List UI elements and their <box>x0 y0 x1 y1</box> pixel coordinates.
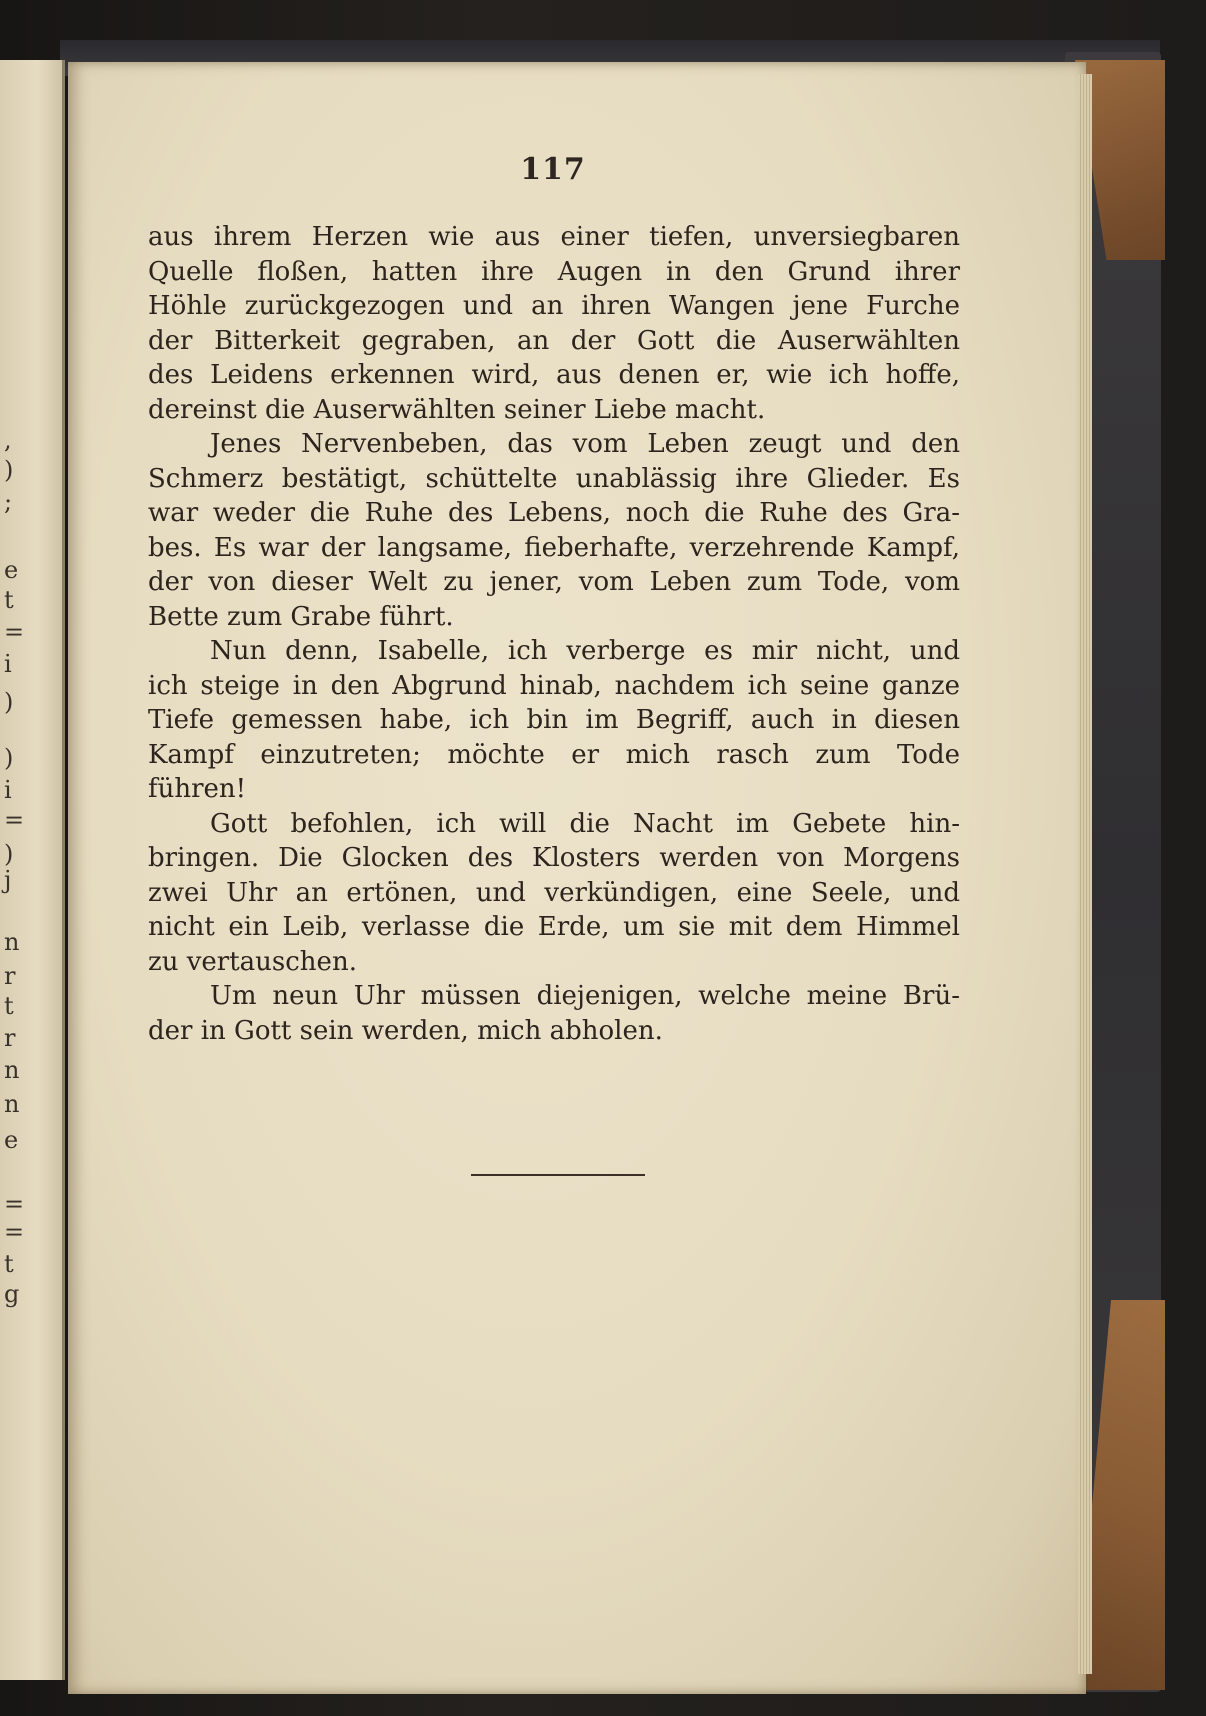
text-line: aus ihrem Herzen wie aus einer tiefen, unversiegbaren <box>148 222 960 252</box>
text-line: bringen. Die Glocken des Klosters werden von Morgens <box>148 843 960 873</box>
left-page-text-fragment: g <box>4 1280 20 1308</box>
left-page-text-fragment: ) <box>4 744 14 772</box>
left-facing-page <box>0 60 65 1680</box>
left-page-text-fragment: , <box>4 426 12 454</box>
left-page-text-fragment: i <box>4 650 12 678</box>
text-line: der von dieser Welt zu jener, vom Leben zum Tode, vom <box>148 567 960 597</box>
left-page-text-fragment: n <box>4 928 20 956</box>
page-text-body <box>148 220 960 1048</box>
text-line: nicht ein Leib, verlasse die Erde, um sie mit dem Himmel <box>148 912 960 942</box>
text-line: dereinst die Auserwählten seiner Liebe macht. <box>148 394 766 425</box>
left-page-text-fragment: ; <box>4 488 13 516</box>
text-line: zwei Uhr an ertönen, und verkündigen, eine Seele, und <box>148 877 960 908</box>
text-line: des Leidens erkennen wird, aus denen er, wie ich hoffe, <box>148 360 960 390</box>
left-page-text-fragment: e <box>4 1126 19 1154</box>
left-page-text-fragment: n <box>4 1090 20 1118</box>
text-line: Tiefe gemessen habe, ich bin im Begriff, auch in diesen <box>148 705 960 735</box>
left-page-text-fragment: ) <box>4 840 14 868</box>
left-page-text-fragment: t <box>4 992 14 1020</box>
page-number: 117 <box>520 152 586 187</box>
left-page-text-fragment: t <box>4 586 14 614</box>
text-line: Schmerz bestätigt, schüttelte unablässig ihre Glieder. Es <box>148 463 960 494</box>
left-page-text-fragment: t <box>4 1250 14 1278</box>
left-page-text-fragment: = <box>4 1190 25 1218</box>
left-page-text-fragment: j <box>4 866 12 894</box>
text-line: führen! <box>148 774 247 804</box>
text-line: Quelle floßen, hatten ihre Augen in den Grund ihrer <box>148 256 960 287</box>
page-block-edge <box>1078 74 1092 1674</box>
left-page-text-fragment: = <box>4 618 25 646</box>
text-line: Höhle zurückgezogen und an ihren Wangen jene Furche <box>148 291 960 321</box>
left-page-text-fragment: r <box>4 1024 16 1052</box>
text-line: zu vertauschen. <box>148 946 357 977</box>
text-line: Kampf einzutreten; möchte er mich rasch zum Tode <box>148 739 960 770</box>
closing-rule <box>471 1174 645 1176</box>
text-line: bes. Es war der langsame, fieberhafte, verzehrende Kampf, <box>148 532 960 563</box>
text-line: Gott befohlen, ich will die Nacht im Gebete hin- <box>210 808 960 839</box>
left-page-text-fragment: i <box>4 776 12 804</box>
text-line: Nun denn, Isabelle, ich verberge es mir nicht, und <box>210 636 960 666</box>
left-page-text-fragment: = <box>4 1218 25 1246</box>
left-page-text-fragment: ) <box>4 456 14 484</box>
text-line: ich steige in den Abgrund hinab, nachdem ich seine ganze <box>148 670 960 701</box>
text-line: Jenes Nervenbeben, das vom Leben zeugt und den <box>210 429 960 459</box>
text-line: der in Gott sein werden, mich abholen. <box>148 1015 663 1046</box>
left-page-text-fragment: e <box>4 556 19 584</box>
left-page-text-fragment: ) <box>4 688 14 716</box>
text-line: der Bitterkeit gegraben, an der Gott die Auserwählten <box>148 325 960 356</box>
text-line: war weder die Ruhe des Lebens, noch die Ruhe des Gra- <box>148 498 960 528</box>
left-page-text-fragment: n <box>4 1056 20 1084</box>
text-line: Bette zum Grabe führt. <box>148 601 454 632</box>
text-line: Um neun Uhr müssen diejenigen, welche meine Brü- <box>210 981 960 1011</box>
left-page-text-fragment: r <box>4 962 16 990</box>
left-page-text-fragment: = <box>4 806 25 834</box>
